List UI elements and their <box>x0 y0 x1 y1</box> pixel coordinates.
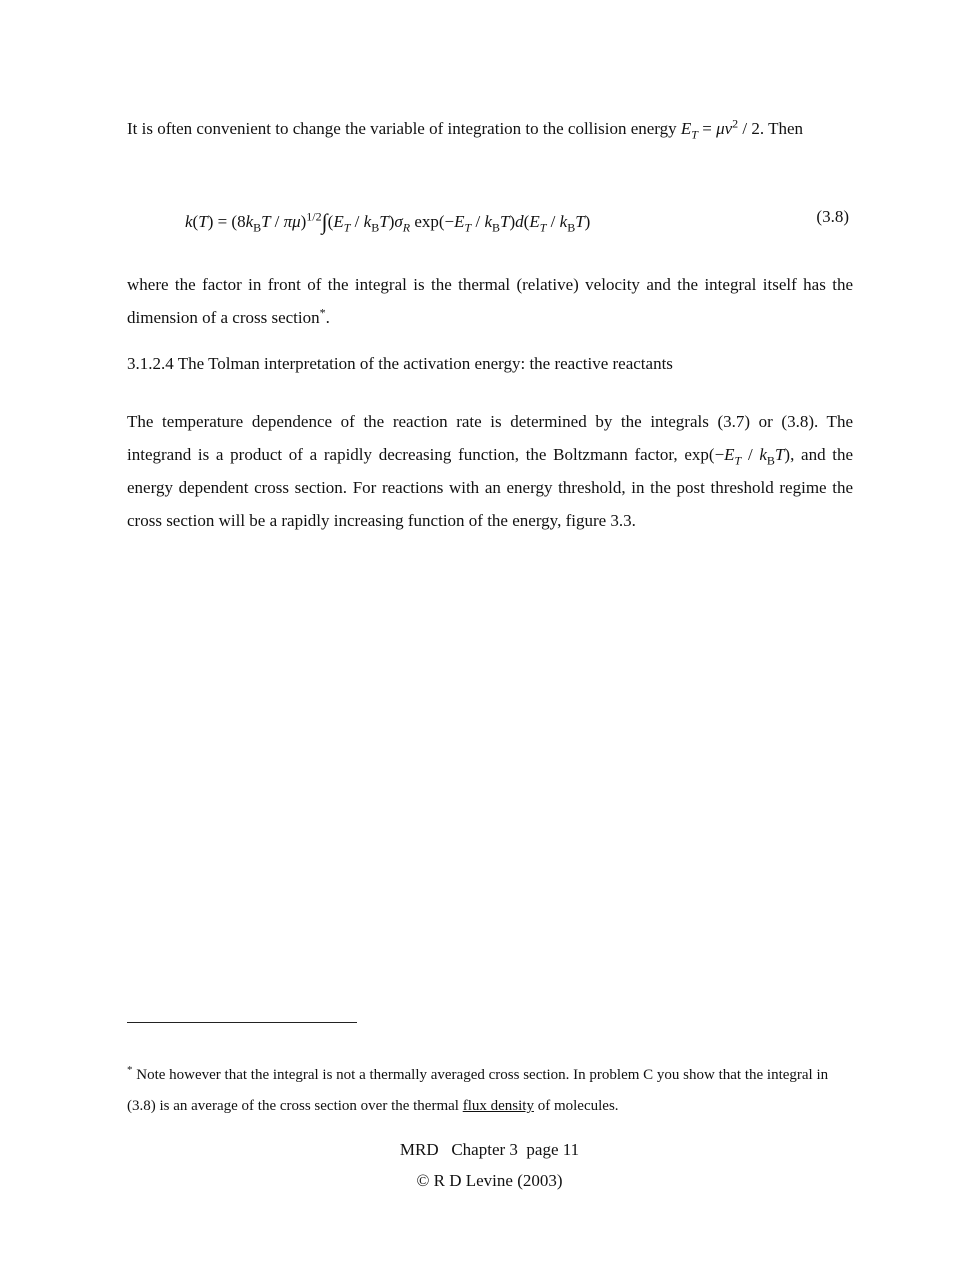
footnote-marker-label: * <box>127 1064 133 1076</box>
footnote-text-b: of molecules. <box>537 1098 619 1114</box>
paragraph-2-text: where the factor in front of the integral is the thermal (relative) velocity and the integral itself has the dimension of a cross section <box>127 275 853 327</box>
footnote-divider <box>127 1022 357 1023</box>
footnote <box>127 1060 853 1122</box>
boltzmann-factor-formula: $\exp(-E_T / k_BT)$ <box>684 445 791 468</box>
paragraph-3-text-a: The temperature dependence of the reaction rate is determined by the integrals (3.7) or (3.8). The integrand is a product of a rapidly decreasing function, the Boltzmann factor, <box>127 412 853 464</box>
paragraph-temperature-dependence <box>127 405 853 537</box>
footnote-underlined-term: flux density <box>462 1098 534 1114</box>
footer-copyright: © R D Levine (2003) <box>416 1171 563 1190</box>
equation-number: (3.8) <box>816 207 849 226</box>
paragraph-integral-meaning: where the factor in front of the integral is the thermal (relative) velocity and the integral itself has the dimension of a cross section*. <box>127 275 853 327</box>
rate-constant-formula: $k(T) = (8k_BT / \pi\mu)^{1/2}\int(E_T / k_BT)\sigma_R$ $\exp(-E_T / k_BT)d(E_T / k_BT)$ <box>185 209 591 235</box>
collision-energy-formula: $E_T = \mu v^2 / 2$ <box>680 116 760 142</box>
page-footer <box>0 1134 979 1196</box>
intro-then: . Then <box>759 119 804 138</box>
equation-3-8 <box>127 207 853 237</box>
paragraph-3-text-b: , and the energy dependent cross section. For reactions with an energy threshold, in the post threshold regime the cross section will be a rapidly increasing function of the energy, figure 3.3. <box>127 445 854 530</box>
footnote-text-a: Note however that the integral is not a thermally averaged cross section. In problem C you show that the integral in (3.8) is an average of the cross section over the thermal <box>127 1067 829 1114</box>
footnote-marker[interactable]: * <box>319 305 326 320</box>
paragraph-intro <box>127 112 853 145</box>
intro-text: It is often convenient to change the variable of integration to the collision energy <box>127 119 677 138</box>
section-heading: 3.1.2.4 The Tolman interpretation of the activation energy: the reactive reactants <box>127 354 673 373</box>
footer-page-info: MRD Chapter 3 page 11 <box>399 1140 580 1159</box>
